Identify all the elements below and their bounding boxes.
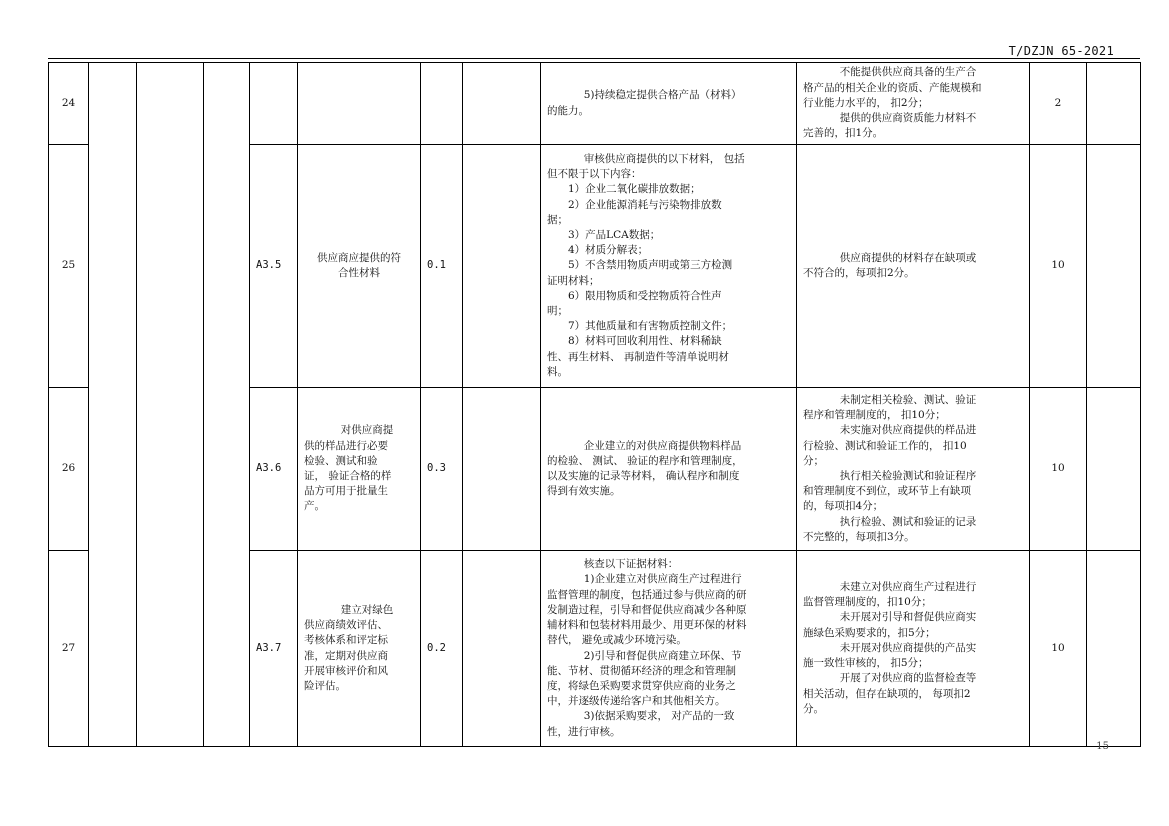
method-line: 性、再生材料、 再制造件等清单说明材: [547, 350, 729, 363]
indicator-code: A3.7: [250, 551, 298, 747]
name-line: 供的样品进行必要: [304, 439, 388, 452]
method-line: 8）材料可回收利用性、材料稀缺: [568, 335, 722, 348]
name-line: 建立对绿色: [340, 603, 394, 616]
empty-cell: [1087, 551, 1141, 747]
name-line: 品方可用于批量生: [304, 485, 388, 498]
row-number: 27: [49, 551, 89, 747]
evaluation-table: [48, 62, 1141, 747]
method-line: 5）不含禁用物质声明或第三方检测: [568, 259, 733, 272]
method-line: 4）材质分解表；: [568, 244, 649, 257]
criteria-line: 分。: [803, 702, 824, 715]
criteria-line: 施绿色采购要求的，扣5分；: [803, 626, 936, 639]
evaluation-method: [541, 63, 797, 145]
name-line: 产。: [304, 500, 325, 513]
indicator-name: [298, 388, 421, 551]
empty-cell: [204, 63, 250, 747]
name-line: 合性材料: [338, 267, 380, 279]
method-line: 中，并逐级传递给客户和其他相关方。: [547, 695, 726, 708]
evaluation-method: [541, 388, 797, 551]
empty-cell: [137, 63, 204, 747]
scoring-criteria: [797, 145, 1030, 388]
criteria-line: 未建立对供应商生产过程进行: [839, 581, 977, 594]
name-line: 准，定期对供应商: [304, 649, 388, 662]
method-line: 据；: [547, 213, 568, 226]
score-value: 10: [1030, 145, 1087, 388]
empty-cell: [463, 63, 541, 145]
standard-code: T/DZJN 65-2021: [1008, 44, 1114, 58]
method-line: 的检验、 测试、 验证的程序和管理制度，: [547, 454, 743, 467]
criteria-line: 监督管理制度的，扣10分；: [803, 596, 932, 609]
name-line: 供应商绩效评估、: [304, 619, 388, 632]
row-number: 24: [49, 63, 89, 145]
method-line: 1)企业建立对供应商生产过程进行: [583, 573, 742, 586]
method-line: 的能力。: [547, 104, 589, 117]
method-line: 审核供应商提供的以下材料， 包括: [583, 152, 745, 165]
method-line: 7）其他质量和有害物质控制文件；: [568, 320, 733, 333]
method-line: 3）产品LCA数据；: [568, 228, 661, 241]
method-line: 3)依据采购要求， 对产品的一致: [583, 710, 735, 723]
name-line: 险评估。: [304, 679, 346, 692]
method-line: 能、节材、贯彻循环经济的理念和管理制: [547, 664, 736, 677]
row-number: 26: [49, 388, 89, 551]
method-line: 替代， 避免或减少环境污染。: [547, 634, 687, 647]
empty-cell: [1087, 63, 1141, 145]
empty-cell: [1087, 145, 1141, 388]
method-line: 企业建立的对供应商提供物料样品: [583, 439, 742, 452]
criteria-line: 执行相关检验测试和验证程序: [839, 470, 977, 482]
criteria-line: 不符合的，每项扣2分。: [803, 267, 915, 279]
name-line: 开展审核评价和风: [304, 664, 388, 677]
name-line: 对供应商提: [340, 424, 394, 437]
method-line: 但不限于以下内容：: [547, 168, 642, 181]
method-line: 以及实施的记录等材料， 确认程序和制度: [547, 470, 740, 482]
empty-cell: [463, 551, 541, 747]
criteria-line: 执行检验、测试和验证的记录: [839, 515, 977, 528]
method-line: 得到有效实施。: [547, 485, 621, 498]
method-line: 核查以下证据材料：: [583, 558, 679, 571]
indicator-weight: 0.1: [421, 145, 463, 388]
criteria-line: 未制定相关检验、测试、验证: [839, 393, 977, 406]
evaluation-method: [541, 145, 797, 388]
method-line: 监督管理的制度，包括通过参与供应商的研: [547, 588, 747, 601]
method-line: 证明材料；: [547, 274, 600, 287]
criteria-line: 完善的，扣1分。: [803, 127, 884, 140]
method-line: 明；: [547, 305, 568, 318]
indicator-code: A3.5: [250, 145, 298, 388]
name-line: 供应商应提供的符: [317, 251, 401, 264]
criteria-line: 行检验、测试和验证工作的， 扣10: [803, 439, 967, 452]
method-line: 2）企业能源消耗与污染物排放数: [568, 198, 722, 211]
method-line: 料。: [547, 365, 568, 378]
criteria-line: 开展了对供应商的监督检查等: [839, 672, 977, 685]
row-number: 25: [49, 145, 89, 388]
criteria-line: 行业能力水平的， 扣2分；: [803, 96, 929, 109]
name-line: 证， 验证合格的样: [304, 470, 392, 482]
criteria-line: 的，每项扣4分；: [803, 500, 884, 513]
method-line: 6）限用物质和受控物质符合性声: [568, 289, 722, 302]
score-value: 2: [1030, 63, 1087, 145]
criteria-line: 未开展对引导和督促供应商实: [839, 611, 977, 624]
header-rule: [48, 58, 1140, 59]
criteria-line: 分；: [803, 454, 824, 467]
evaluation-method: [541, 551, 797, 747]
criteria-line: 供应商提供的材料存在缺项或: [839, 251, 977, 264]
empty-cell: [463, 388, 541, 551]
page-number: 15: [1096, 741, 1109, 752]
indicator-weight: 0.3: [421, 388, 463, 551]
name-line: 检验、测试和验: [304, 454, 378, 467]
indicator-weight: [421, 63, 463, 145]
method-line: 性，进行审核。: [547, 725, 621, 738]
empty-cell: [463, 145, 541, 388]
empty-cell: [89, 63, 137, 747]
indicator-name: [298, 63, 421, 145]
criteria-line: 相关活动，但存在缺项的， 每项扣2: [803, 687, 971, 700]
method-line: 度，将绿色采购要求贯穿供应商的业务之: [547, 679, 736, 692]
method-line: 发制造过程，引导和督促供应商减少各种原: [547, 603, 747, 616]
scoring-criteria: [797, 388, 1030, 551]
scoring-criteria: [797, 63, 1030, 145]
criteria-line: 不能提供供应商具备的生产合: [839, 66, 977, 79]
criteria-line: 和管理制度不到位，或环节上有缺项: [803, 485, 971, 498]
method-line: 1）企业二氧化碳排放数据；: [568, 183, 701, 196]
method-line: 2)引导和督促供应商建立环保、节: [583, 649, 742, 662]
indicator-weight: 0.2: [421, 551, 463, 747]
scoring-criteria: [797, 551, 1030, 747]
criteria-line: 施一致性审核的， 扣5分；: [803, 657, 929, 670]
indicator-code: [250, 63, 298, 145]
table-row: [49, 63, 1141, 145]
criteria-line: 提供的供应商资质能力材料不: [839, 112, 977, 125]
score-value: 10: [1030, 551, 1087, 747]
method-line: 辅材料和包装材料用最少、用更环保的材料: [547, 619, 747, 632]
criteria-line: 程序和管理制度的， 扣10分；: [803, 409, 946, 422]
criteria-line: 未实施对供应商提供的样品进: [839, 424, 977, 437]
empty-cell: [1087, 388, 1141, 551]
criteria-line: 未开展对供应商提供的产品实: [839, 641, 977, 654]
indicator-name: [298, 145, 421, 388]
indicator-name: [298, 551, 421, 747]
criteria-line: 不完整的，每项扣3分。: [803, 530, 915, 543]
method-line: 5)持续稳定提供合格产品（材料）: [583, 89, 742, 102]
name-line: 考核体系和评定标: [304, 634, 388, 647]
indicator-code: A3.6: [250, 388, 298, 551]
score-value: 10: [1030, 388, 1087, 551]
criteria-line: 格产品的相关企业的资质、产能规模和: [803, 81, 982, 94]
